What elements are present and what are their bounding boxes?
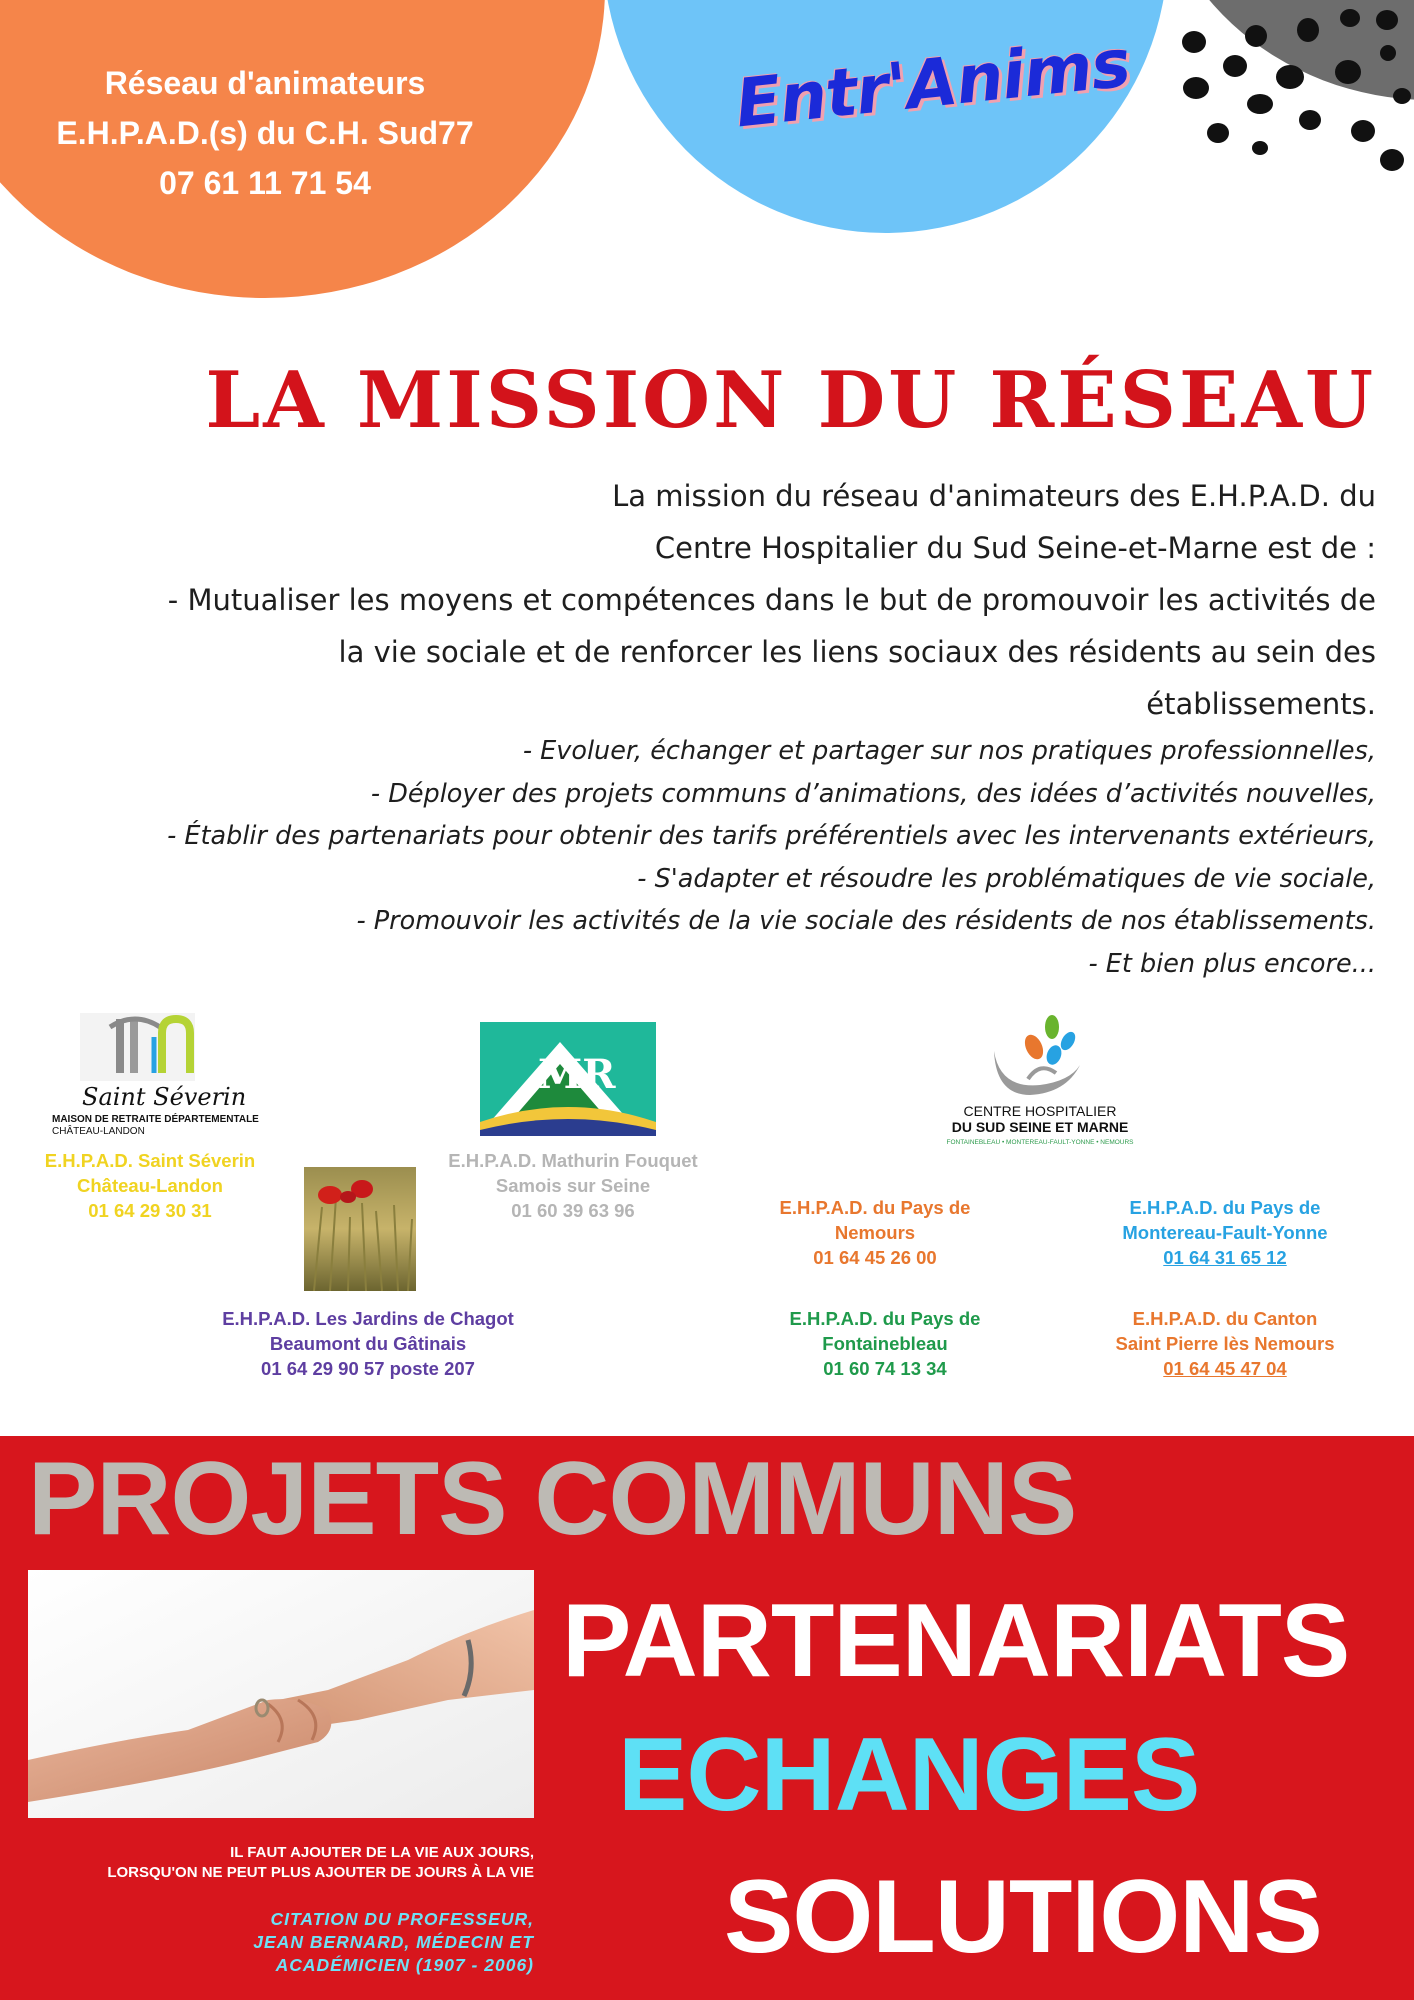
quote-source-line: JEAN BERNARD, MÉDECIN ET bbox=[253, 1932, 534, 1952]
ehpad-saint-severin bbox=[30, 1148, 270, 1223]
ehpad-name: E.H.P.A.D. du Pays de bbox=[779, 1197, 971, 1218]
quote-source-line: CITATION DU PROFESSEUR, bbox=[270, 1909, 534, 1929]
mission-bullet: - Evoluer, échanger et partager sur nos pratiques professionnelles, bbox=[522, 736, 1376, 766]
ehpad-phone: 01 64 29 90 57 poste 207 bbox=[261, 1358, 475, 1379]
holding-hands-photo bbox=[28, 1570, 534, 1818]
word-echanges: ECHANGES bbox=[618, 1717, 1200, 1833]
ch-logo-line1: CENTRE HOSPITALIER bbox=[963, 1103, 1117, 1119]
ehpad-mathurin-fouquet bbox=[433, 1148, 713, 1223]
ehpad-name: E.H.P.A.D. Mathurin Fouquet bbox=[448, 1150, 698, 1171]
mission-bullet-list bbox=[46, 730, 1376, 985]
centre-hospitalier-logo bbox=[930, 1015, 1150, 1150]
ehpad-name: E.H.P.A.D. Les Jardins de Chagot bbox=[222, 1308, 514, 1329]
quote-source bbox=[28, 1908, 534, 1977]
black-dots-decoration bbox=[1180, 0, 1414, 200]
intro-line: établissements. bbox=[1146, 687, 1376, 721]
ehpad-name: E.H.P.A.D. du Pays de bbox=[1129, 1197, 1321, 1218]
ehpad-place: Saint Pierre lès Nemours bbox=[1115, 1333, 1335, 1354]
ch-logo-line2: DU SUD SEINE ET MARNE bbox=[951, 1119, 1129, 1135]
ehpad-place: Château-Landon bbox=[77, 1175, 223, 1196]
mathurin-fouquet-logo bbox=[480, 1022, 656, 1136]
severin-logo-name: Saint Séverin bbox=[82, 1083, 247, 1111]
ehpad-canton-saint-pierre bbox=[1095, 1306, 1355, 1381]
ehpad-place: Nemours bbox=[834, 1222, 916, 1243]
ehpad-phone: 01 64 45 26 00 bbox=[813, 1247, 937, 1268]
intro-line: Centre Hospitalier du Sud Seine-et-Marne est de : bbox=[654, 531, 1376, 565]
mission-bullet: - Promouvoir les activités de la vie sociale des résidents de nos établissements. bbox=[356, 906, 1376, 936]
mission-bullet: - S'adapter et résoudre les problématiques de vie sociale, bbox=[637, 863, 1376, 894]
word-solutions: SOLUTIONS bbox=[724, 1859, 1322, 1975]
word-partenariats: PARTENARIATS bbox=[562, 1583, 1350, 1699]
quote-source-line: ACADÉMICIEN (1907 - 2006) bbox=[275, 1955, 534, 1975]
network-header bbox=[20, 58, 510, 208]
intro-line: La mission du réseau d'animateurs des E.H.P.A.D. du bbox=[612, 479, 1376, 513]
ehpad-place: Montereau-Fault-Yonne bbox=[1122, 1222, 1328, 1243]
quote bbox=[28, 1843, 534, 1883]
mission-title: LA MISSION DU RÉSEAU bbox=[205, 355, 1376, 446]
ehpad-place: Samois sur Seine bbox=[495, 1175, 651, 1196]
ehpad-jardins-de-chagot bbox=[208, 1306, 528, 1381]
ehpad-place: Beaumont du Gâtinais bbox=[269, 1333, 467, 1354]
ehpad-place: Fontainebleau bbox=[822, 1333, 948, 1354]
ehpad-phone: 01 60 74 13 34 bbox=[823, 1358, 947, 1379]
ehpad-montereau bbox=[1095, 1195, 1355, 1270]
mission-bullet: - Et bien plus encore... bbox=[1088, 948, 1376, 979]
quote-line: LORSQU'ON NE PEUT PLUS AJOUTER DE JOURS À LA VIE bbox=[107, 1864, 534, 1881]
ehpad-phone: 01 60 39 63 96 bbox=[511, 1200, 635, 1221]
intro-line: - Mutualiser les moyens et compétences dans le but de promouvoir les activités de bbox=[167, 583, 1376, 617]
ehpad-name: E.H.P.A.D. Saint Séverin bbox=[44, 1150, 256, 1171]
ehpad-fontainebleau bbox=[770, 1306, 1000, 1381]
word-projets-communs: PROJETS COMMUNS bbox=[28, 1441, 1077, 1557]
ehpad-name: E.H.P.A.D. du Pays de bbox=[789, 1308, 981, 1329]
saint-severin-logo bbox=[50, 1013, 290, 1143]
entr-anims-logo: Entr'Anims bbox=[732, 24, 1134, 143]
poppies-photo bbox=[304, 1167, 416, 1291]
ehpad-phone-link[interactable]: 01 64 45 47 04 bbox=[1163, 1358, 1287, 1379]
ehpad-phone: 01 64 29 30 31 bbox=[88, 1200, 212, 1221]
mission-intro bbox=[46, 470, 1376, 730]
severin-logo-line2: CHÂTEAU-LANDON bbox=[52, 1126, 145, 1137]
ehpad-nemours bbox=[760, 1195, 990, 1270]
mr-mountain-graphic bbox=[480, 1022, 656, 1136]
mission-bullet: - Déployer des projets communs d’animations, des idées d’activités nouvelles, bbox=[370, 778, 1376, 809]
network-scope: E.H.P.A.D.(s) du C.H. Sud77 bbox=[56, 115, 474, 151]
quote-line: IL FAUT AJOUTER DE LA VIE AUX JOURS, bbox=[230, 1844, 534, 1861]
ehpad-phone-link[interactable]: 01 64 31 65 12 bbox=[1163, 1247, 1287, 1268]
ehpad-name: E.H.P.A.D. du Canton bbox=[1132, 1308, 1318, 1329]
ch-logo-cities: FONTAINEBLEAU • MONTEREAU-FAULT-YONNE • NEMOURS bbox=[946, 1139, 1134, 1146]
mr-letters: MR bbox=[538, 1051, 616, 1098]
mission-bullet: - Établir des partenariats pour obtenir des tarifs préférentiels avec les intervenants extérieurs, bbox=[167, 821, 1376, 851]
intro-line: la vie sociale et de renforcer les liens sociaux des résidents au sein des bbox=[338, 635, 1376, 669]
severin-logo-line1: MAISON DE RETRAITE DÉPARTEMENTALE bbox=[52, 1114, 259, 1125]
network-name: Réseau d'animateurs bbox=[104, 65, 426, 101]
network-phone: 07 61 11 71 54 bbox=[159, 165, 371, 201]
